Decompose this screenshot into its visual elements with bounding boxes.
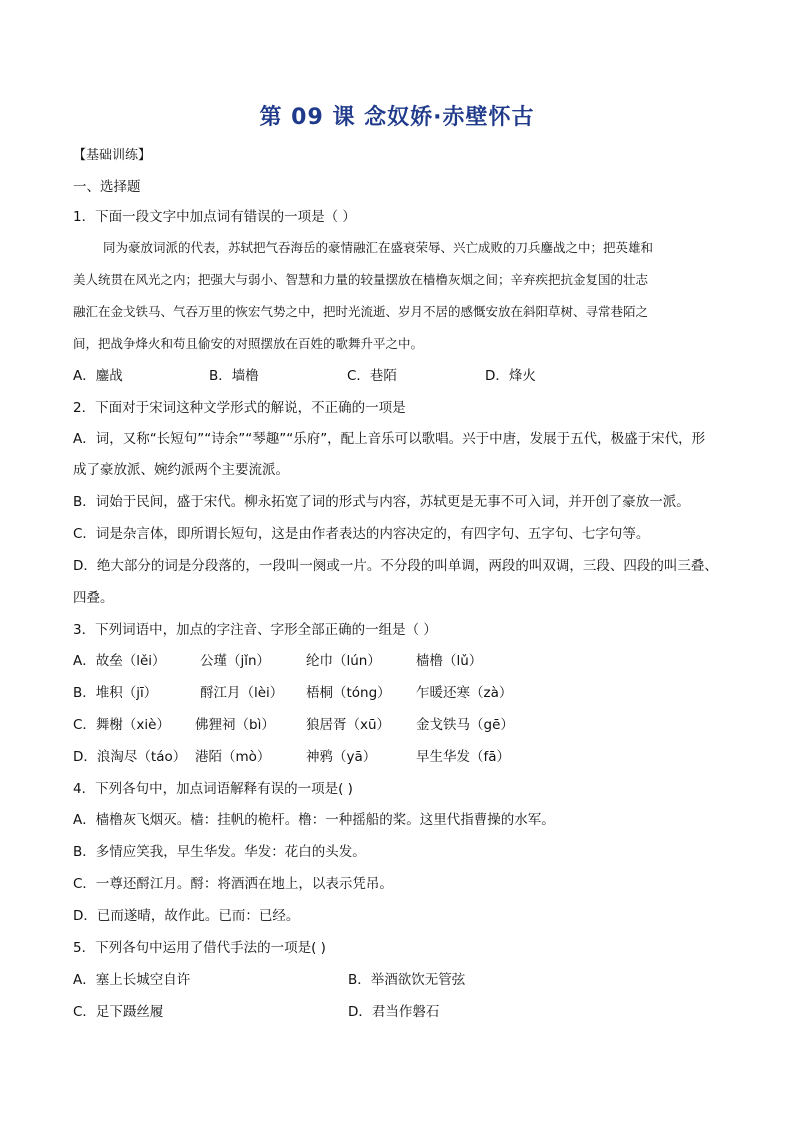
question-3-cell: 梧桐（tóng） — [306, 685, 391, 701]
question-3-cell: 佛狸祠（bì） — [195, 717, 275, 733]
question-3-cell: 乍暖还寒（zà） — [416, 685, 513, 701]
question-5-option-d: D．君当作磐石 — [348, 1004, 440, 1020]
question-2-line: 四叠。 — [73, 590, 114, 606]
question-1-stem: 1．下面一段文字中加点词有错误的一项是（ ） — [73, 209, 356, 225]
question-2-line: 成了豪放派、婉约派两个主要流派。 — [73, 462, 289, 478]
question-3-stem: 3．下列词语中，加点的字注音、字形全部正确的一组是（ ） — [73, 622, 437, 638]
question-4-option-a: A．樯橹灰飞烟灭。樯：挂帆的桅杆。橹：一种摇船的桨。这里代指曹操的水军。 — [73, 812, 555, 828]
section-label: 【基础训练】 — [73, 148, 152, 163]
question-2-line: C．词是杂言体，即所谓长短句，这是由作者表达的内容决定的，有四字句、五字句、七字句等。 — [73, 526, 650, 542]
question-4-option-b: B．多情应笑我，早生华发。华发：花白的头发。 — [73, 844, 366, 860]
part-heading: 一、选择题 — [73, 179, 141, 195]
question-3-cell: B．堆积（jī） — [73, 685, 158, 701]
question-3-cell: 神鸦（yā） — [306, 749, 377, 765]
question-2-line: B．词始于民间，盛于宋代。柳永拓宽了词的形式与内容，苏轼更是无事不可入词，并开创了豪放一派。 — [73, 494, 690, 510]
question-3-cell: 港陌（mò） — [195, 749, 271, 765]
question-1-option-d: D．烽火 — [485, 368, 536, 384]
passage-line: 美人统贯在风光之内；把强大与弱小、智慧和力量的较量摆放在樯橹灰烟之间；辛弃疾把抗金复国的壮志 — [73, 272, 649, 287]
question-4-stem: 4．下列各句中，加点词语解释有误的一项是( ) — [73, 781, 353, 797]
question-4-option-d: D．已而遂晴，故作此。已而：已经。 — [73, 908, 300, 924]
question-3-cell: D．浪淘尽（táo） — [73, 749, 187, 765]
question-3-cell: 公瑾（jǐn） — [200, 653, 271, 669]
question-3-cell: 樯橹（lǔ） — [416, 653, 483, 669]
question-2-stem: 2．下面对于宋词这种文学形式的解说，不正确的一项是 — [73, 400, 406, 416]
question-3-cell: C．舞榭（xiè） — [73, 717, 170, 733]
question-5-option-a: A．塞上长城空自许 — [73, 972, 191, 988]
passage-line: 间，把战争烽火和苟且偷安的对照摆放在百姓的歌舞升平之中。 — [73, 336, 424, 351]
question-5-option-c: C．足下蹑丝履 — [73, 1004, 164, 1020]
question-3-cell: A．故垒（lěi） — [73, 653, 166, 669]
question-3-cell: 纶巾（lún） — [306, 653, 381, 669]
question-5-stem: 5．下列各句中运用了借代手法的一项是( ) — [73, 940, 326, 956]
question-3-cell: 狼居胥（xū） — [306, 717, 391, 733]
passage-line: 同为豪放词派的代表，苏轼把气吞海岳的豪情融汇在盛衰荣辱、兴亡成败的刀兵鏖战之中；把英雄和 — [103, 240, 654, 255]
question-3-cell: 早生华发（fā） — [416, 749, 511, 765]
question-1-option-b: B．墙橹 — [209, 368, 259, 384]
question-1-option-a: A．鏖战 — [73, 368, 123, 384]
question-2-line: A．词，又称“长短句”“诗余”“琴趣”“乐府”，配上音乐可以歌唱。兴于中唐，发展于五代，极盛于宋代，形 — [73, 431, 706, 447]
question-3-cell: 金戈铁马（gē） — [416, 717, 514, 733]
question-5-option-b: B．举酒欲饮无管弦 — [348, 972, 466, 988]
question-1-option-c: C．巷陌 — [347, 368, 397, 384]
question-4-option-c: C．一尊还酹江月。酹：将酒洒在地上，以表示凭吊。 — [73, 876, 393, 892]
question-2-line: D．绝大部分的词是分段落的，一段叫一阕或一片。不分段的叫单调，两段的叫双调，三段、四段的叫三叠、 — [73, 558, 718, 574]
passage-line: 融汇在金戈铁马、气吞万里的恢宏气势之中，把时光流逝、岁月不居的感慨安放在斜阳草树、寻常巷陌之 — [73, 304, 649, 319]
page-title: 第 09 课 念奴娇·赤壁怀古 — [259, 105, 535, 130]
question-3-cell: 酹江月（lèi） — [200, 685, 284, 701]
